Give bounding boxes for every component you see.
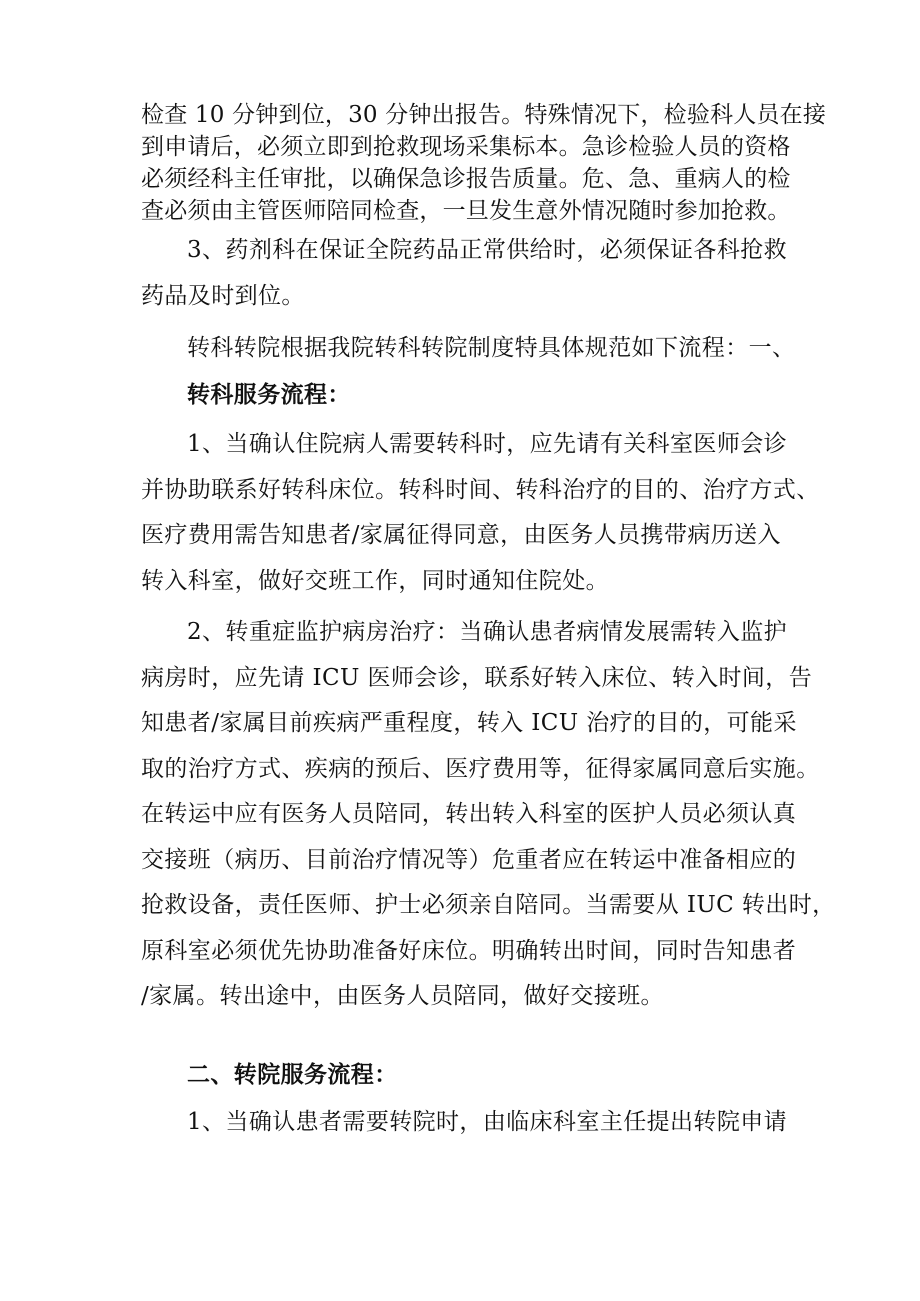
text-line: 转科转院根据我院转科转院制度特具体规范如下流程：一、 (187, 335, 796, 361)
text-line: 医疗费用需告知患者/家属征得同意，由医务人员携带病历送入 (141, 522, 781, 548)
text-line: 1、当确认患者需要转院时，由临床科室主任提出转院申请 (187, 1109, 788, 1135)
text-line: 转入科室，做好交班工作，同时通知住院处。 (141, 567, 609, 594)
paragraph-pharmacy (141, 228, 801, 319)
heading-text: 二、转院服务流程： (187, 1061, 398, 1088)
paragraph-department-transfer (141, 422, 820, 604)
text-line: 取的治疗方式、疾病的预后、医疗费用等，征得家属同意后实施。 (141, 755, 820, 782)
paragraph-emergency-lab (141, 99, 827, 227)
text-line: 2、转重症监护病房治疗：当确认患者病情发展需转入监护 (187, 619, 788, 645)
text-line: 原科室必须优先协助准备好床位。明确转出时间，同时告知患者 (141, 937, 797, 964)
paragraph-icu-transfer (141, 610, 836, 1020)
text-line: 查必须由主管医师陪同检查，一旦发生意外情况随时参加抢救。 (141, 198, 791, 224)
paragraph-hospital-transfer (141, 1100, 801, 1146)
text-line: 1、当确认住院病人需要转科时，应先请有关科室医师会诊 (187, 431, 788, 457)
text-line: 在转运中应有医务人员陪同，转出转入科室的医护人员必须认真 (141, 801, 797, 827)
text-line: 检查 10 分钟到位，30 分钟出报告。特殊情况下，检验科人员在接 (141, 102, 827, 128)
text-line: 知患者/家属目前疾病严重程度，转入 ICU 治疗的目的，可能采 (141, 710, 797, 736)
text-line: 病房时，应先请 ICU 医师会诊，联系好转入床位、转入时间，告 (141, 664, 813, 691)
text-line: 到申请后，必须立即到抢救现场采集标本。急诊检验人员的资格 (141, 134, 791, 160)
text-line: 抢救设备，责任医师、护士必须亲自陪同。当需要从 IUC 转出时， (141, 892, 836, 918)
section-heading-department-transfer (141, 372, 801, 418)
text-line: 3、药剂科在保证全院药品正常供给时，必须保证各科抢救 (187, 237, 788, 263)
heading-text: 转科服务流程： (187, 381, 351, 408)
text-line: 必须经科主任审批，以确保急诊报告质量。危、急、重病人的检 (141, 166, 791, 192)
text-line: 药品及时到位。 (141, 282, 305, 309)
section-heading-hospital-transfer (141, 1052, 801, 1098)
text-line: /家属。转出途中，由医务人员陪同，做好交接班。 (141, 983, 664, 1009)
paragraph-transfer-intro (141, 326, 801, 372)
text-line: 并协助联系好转科床位。转科时间、转科治疗的目的、治疗方式、 (141, 476, 820, 503)
text-line: 交接班（病历、目前治疗情况等）危重者应在转运中准备相应的 (141, 846, 797, 873)
